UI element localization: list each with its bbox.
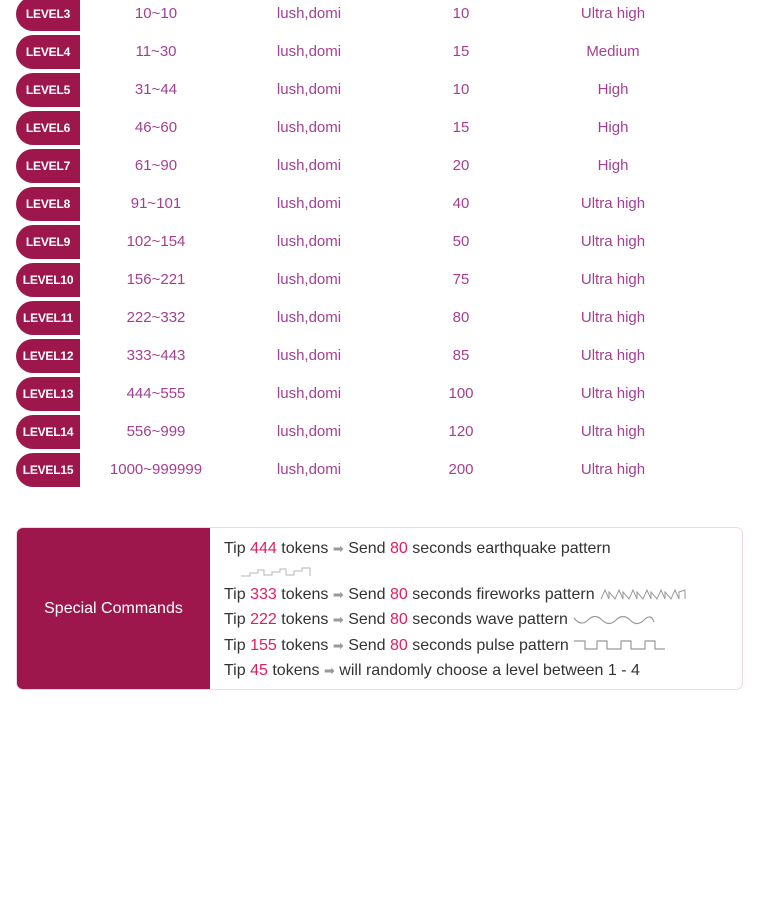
intensity: Ultra high [580, 5, 646, 22]
level-badge: LEVEL6 [16, 111, 80, 145]
special-commands-list [224, 536, 732, 684]
tokens-label: tokens [281, 540, 329, 557]
token-range: 1000~999999 [109, 461, 203, 478]
toys: lush,domi [276, 233, 342, 250]
level-badge: LEVEL13 [16, 377, 80, 411]
toys: lush,domi [276, 195, 342, 212]
table-row [0, 261, 760, 299]
arrow-right-icon: ➡ [332, 637, 344, 653]
level-badge: LEVEL14 [16, 415, 80, 449]
pulse-pattern-icon [573, 638, 667, 652]
table-row [0, 451, 760, 489]
tokens-label: tokens [281, 611, 329, 628]
fireworks-pattern-icon [599, 587, 687, 601]
seconds: 10 [452, 5, 470, 22]
table-row [0, 33, 760, 71]
seconds-amount: 80 [390, 585, 408, 603]
table-row [0, 375, 760, 413]
seconds: 75 [452, 271, 470, 288]
command-pulse [224, 633, 732, 659]
intensity: Ultra high [580, 309, 646, 326]
token-range: 556~999 [126, 423, 186, 440]
special-commands-title: Special Commands [17, 528, 210, 689]
toys: lush,domi [276, 385, 342, 402]
intensity: Medium [586, 43, 640, 60]
level-badge: LEVEL12 [16, 339, 80, 373]
tip-label: Tip [224, 585, 246, 603]
command-text: seconds pulse pattern [412, 636, 569, 654]
intensity: Ultra high [580, 195, 646, 212]
send-label: Send [348, 540, 386, 557]
toys: lush,domi [276, 43, 342, 60]
intensity: Ultra high [580, 347, 646, 364]
token-range: 333~443 [126, 347, 186, 364]
token-range: 156~221 [126, 271, 186, 288]
toys: lush,domi [276, 81, 342, 98]
level-badge: LEVEL7 [16, 149, 80, 183]
token-range: 11~30 [135, 43, 177, 60]
seconds: 120 [448, 423, 474, 440]
command-text: seconds fireworks pattern [412, 585, 595, 603]
toys: lush,domi [276, 423, 342, 440]
token-amount: 155 [250, 636, 277, 654]
earthquake-pattern-icon [240, 566, 312, 580]
arrow-right-icon: ➡ [332, 586, 344, 602]
table-row [0, 147, 760, 185]
token-amount: 45 [250, 662, 268, 679]
tip-label: Tip [224, 636, 246, 654]
tokens-label: tokens [281, 585, 329, 603]
intensity: Ultra high [580, 385, 646, 402]
token-range: 61~90 [134, 157, 178, 174]
send-label: Send [348, 636, 386, 654]
level-badge: LEVEL10 [16, 263, 80, 297]
command-wave [224, 607, 732, 633]
special-commands-panel [16, 527, 743, 690]
table-row [0, 299, 760, 337]
intensity: Ultra high [580, 461, 646, 478]
table-row [0, 337, 760, 375]
toys: lush,domi [276, 461, 342, 478]
seconds: 20 [452, 157, 470, 174]
table-row [0, 109, 760, 147]
token-range: 222~332 [126, 309, 186, 326]
intensity: Ultra high [580, 423, 646, 440]
toys: lush,domi [276, 119, 342, 136]
seconds: 15 [452, 43, 470, 60]
level-badge: LEVEL15 [16, 453, 80, 487]
token-range: 91~101 [130, 195, 182, 212]
intensity: High [597, 157, 629, 174]
seconds: 40 [452, 195, 470, 212]
table-row [0, 0, 760, 33]
intensity: High [597, 119, 629, 136]
level-badge: LEVEL5 [16, 73, 80, 107]
token-amount: 333 [250, 585, 277, 603]
command-random [224, 658, 732, 684]
toys: lush,domi [276, 347, 342, 364]
intensity: High [597, 81, 629, 98]
seconds: 50 [452, 233, 470, 250]
send-label: Send [348, 585, 386, 603]
seconds-amount: 80 [390, 540, 408, 557]
command-text: will randomly choose a level between 1 - 4 [339, 662, 640, 679]
tokens-label: tokens [281, 636, 329, 654]
wave-pattern-icon [572, 613, 656, 627]
level-badge: LEVEL9 [16, 225, 80, 259]
command-earthquake [224, 536, 732, 580]
level-badge: LEVEL8 [16, 187, 80, 221]
token-amount: 222 [250, 611, 277, 628]
level-badge: LEVEL4 [16, 35, 80, 69]
command-text: seconds wave pattern [412, 611, 568, 628]
tip-label: Tip [224, 540, 246, 557]
table-row [0, 223, 760, 261]
toys: lush,domi [276, 5, 342, 22]
seconds-amount: 80 [390, 636, 408, 654]
token-amount: 444 [250, 540, 277, 557]
token-range: 444~555 [126, 385, 186, 402]
send-label: Send [348, 611, 386, 628]
seconds: 100 [448, 385, 474, 402]
table-row [0, 185, 760, 223]
seconds: 15 [452, 119, 470, 136]
tip-label: Tip [224, 662, 246, 679]
seconds-amount: 80 [390, 611, 408, 628]
toys: lush,domi [276, 309, 342, 326]
seconds: 85 [452, 347, 470, 364]
seconds: 80 [452, 309, 470, 326]
level-badge: LEVEL3 [16, 0, 80, 31]
token-range: 46~60 [134, 119, 178, 136]
tip-label: Tip [224, 611, 246, 628]
command-fireworks [224, 582, 732, 608]
table-row [0, 71, 760, 109]
seconds: 200 [448, 461, 474, 478]
intensity: Ultra high [580, 233, 646, 250]
command-text: seconds earthquake pattern [412, 540, 611, 557]
toys: lush,domi [276, 157, 342, 174]
table-row [0, 413, 760, 451]
level-badge: LEVEL11 [16, 301, 80, 335]
seconds: 10 [452, 81, 470, 98]
tokens-label: tokens [272, 662, 320, 679]
arrow-right-icon: ➡ [323, 663, 335, 678]
arrow-right-icon: ➡ [332, 541, 344, 556]
arrow-right-icon: ➡ [332, 612, 344, 627]
token-range: 10~10 [134, 5, 178, 22]
token-range: 31~44 [134, 81, 178, 98]
token-range: 102~154 [126, 233, 186, 250]
toys: lush,domi [276, 271, 342, 288]
intensity: Ultra high [580, 271, 646, 288]
